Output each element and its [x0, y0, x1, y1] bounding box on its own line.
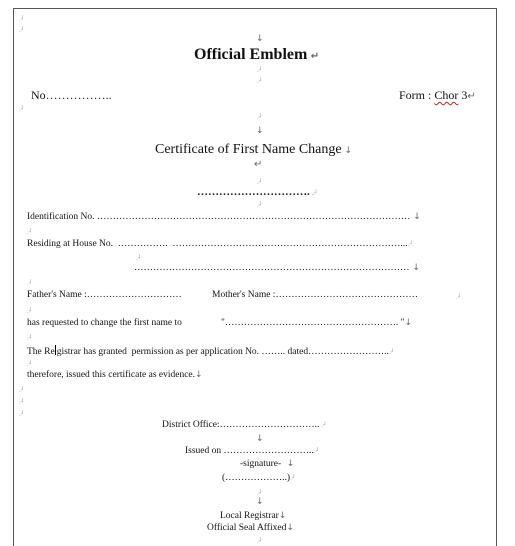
signature-name	[222, 474, 296, 484]
paragraph-mark: .┘	[407, 241, 414, 248]
paragraph-mark: .┘	[257, 78, 263, 85]
paragraph-mark: .┘	[27, 280, 33, 287]
line-break-arrow: ↓	[256, 497, 264, 507]
residence-continuation-text: ……………………………………………………………………………	[134, 263, 410, 273]
identification-line	[27, 213, 421, 223]
certificate-name-line-text: ………………………….	[197, 186, 310, 198]
district-office-text: District Office:…………………………..	[162, 420, 320, 430]
paragraph-mark: .┘	[19, 16, 25, 23]
line-break-arrow: ↓	[256, 126, 264, 136]
line-break-arrow: ↓	[278, 511, 287, 521]
paragraph-mark: .┘	[19, 27, 25, 34]
paragraph-mark: .┘	[313, 448, 320, 455]
local-registrar-text: Local Registrar	[220, 511, 279, 521]
line-break-arrow: ↓	[409, 263, 420, 273]
line-break-arrow: ↓	[404, 318, 413, 328]
paragraph-mark: .┘	[27, 229, 33, 236]
return-mark: ↵	[307, 51, 320, 62]
certificate-title-text: Certificate of First Name Change	[155, 142, 342, 157]
number-field: No……………..	[31, 88, 112, 102]
issued-on-text: Issued on ………………………..	[185, 446, 314, 456]
registrar-statement-b: gistrar has granted permission as per application No. …….. dated……………………..	[56, 347, 389, 357]
request-value	[221, 319, 412, 329]
return-mark: ↵	[467, 91, 476, 102]
evidence-line	[27, 371, 203, 381]
certificate-title	[155, 143, 352, 157]
issued-on	[185, 447, 319, 457]
paragraph-mark: .┘	[27, 308, 33, 315]
signature-text: -signature-	[240, 459, 282, 469]
paragraph-mark: .┘	[257, 114, 263, 121]
residence-line-text: Residing at House No. ……………. ………………………………………………………………...	[27, 239, 408, 249]
paragraph-mark: .┘	[388, 349, 395, 356]
certificate-name-line	[197, 187, 318, 198]
identification-line-text: Identification No. ………………………………………………………………………………………	[27, 212, 411, 222]
residence-continuation	[134, 264, 420, 274]
mother-name-line: Mother's Name :………………………………………	[212, 290, 418, 300]
form-suffix: 3	[458, 88, 468, 102]
form-word: Chor	[434, 88, 459, 102]
paragraph-mark: .┘	[257, 67, 263, 74]
line-break-arrow: ↓	[195, 370, 203, 380]
request-value-text: "………………………………………………. "	[221, 318, 405, 328]
line-break-arrow: ↓	[256, 434, 264, 444]
paragraph-mark: .┘	[27, 335, 33, 342]
line-break-arrow: ↓	[341, 146, 353, 156]
return-mark: ↵	[254, 159, 263, 170]
line-break-arrow: ↓	[410, 212, 421, 222]
line-break-arrow: ↓	[281, 459, 295, 469]
registrar-statement	[27, 345, 394, 358]
paragraph-mark: .┘	[309, 190, 318, 197]
district-office	[162, 421, 327, 431]
paragraph-mark: .┘	[27, 361, 33, 368]
signature-placeholder	[240, 460, 294, 470]
paragraph-mark: .┘	[290, 475, 296, 482]
residence-line	[27, 240, 413, 250]
paragraph-mark: .┘	[257, 179, 263, 186]
father-name-line: Father's Name :…………………………	[27, 290, 182, 300]
paragraph-mark: .┘	[136, 255, 142, 262]
paragraph-mark: .┘	[257, 202, 263, 209]
paragraph-mark: .┘	[456, 294, 462, 301]
local-registrar	[220, 512, 286, 522]
paragraph-mark: .┘	[19, 387, 25, 394]
emblem-title-text: Official Emblem	[194, 46, 308, 63]
paragraph-mark: .┘	[257, 490, 263, 497]
request-prefix: has requested to change the first name to	[27, 318, 182, 328]
emblem-title	[194, 47, 319, 63]
line-break-arrow: ↓	[256, 34, 264, 44]
paragraph-mark: .┘	[19, 411, 25, 418]
paragraph-mark: .┘	[19, 399, 25, 406]
registrar-statement-a: The Re	[27, 347, 55, 357]
signature-name-text: (………………..)	[222, 473, 291, 483]
paragraph-mark: .┘	[19, 106, 25, 113]
line-break-arrow: ↓	[286, 523, 294, 533]
form-prefix: Form :	[399, 88, 435, 102]
paragraph-mark: .┘	[319, 422, 327, 429]
form-code	[399, 89, 476, 102]
paragraph-mark: .┘	[257, 538, 263, 545]
official-seal-text: Official Seal Affixed	[207, 523, 287, 533]
evidence-line-text: therefore, issued this certificate as evidence.	[27, 370, 196, 380]
official-seal	[207, 524, 294, 534]
